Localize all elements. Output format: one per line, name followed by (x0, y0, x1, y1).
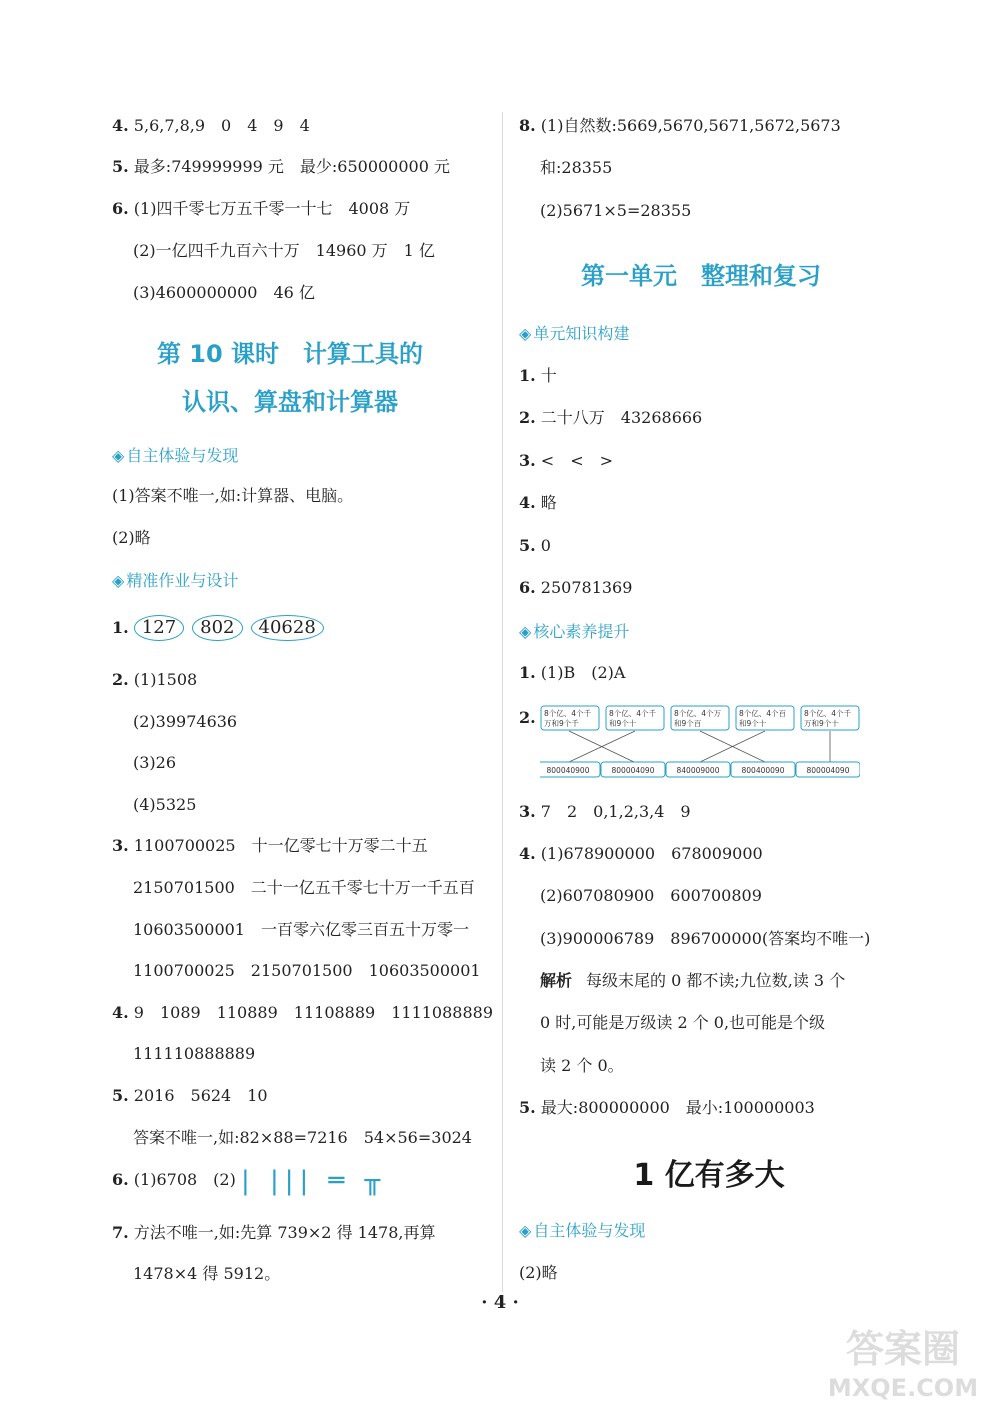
lesson-title: 认识、算盘和计算器 (182, 388, 398, 416)
answer-line: 4. 5,6,7,8,9 0 4 9 4 (112, 116, 310, 135)
answer-line: (2)一亿四千九百六十万 14960 万 1 亿 (133, 241, 435, 260)
diamond-icon: ◈ (112, 571, 125, 590)
answer-line: 7. 方法不唯一,如:先算 739×2 得 1478,再算 (112, 1223, 436, 1242)
diamond-icon: ◈ (112, 446, 125, 465)
unit-title: 第一单元 整理和复习 (581, 262, 821, 290)
answer-line: (2)607080900 600700809 (540, 886, 762, 905)
explanation-line: 读 2 个 0。 (540, 1056, 624, 1075)
section-heading: ◈ 精准作业与设计 (112, 571, 239, 590)
answer-line: 和:28355 (540, 158, 613, 177)
bottom-box (540, 762, 600, 777)
section-heading: ◈ 单元知识构建 (519, 324, 630, 343)
answer-line: (4)5325 (133, 795, 197, 814)
answer-line: (1)答案不唯一,如:计算器、电脑。 (112, 486, 354, 505)
section-title: 1 亿有多大 (633, 1158, 785, 1193)
answer-line: (3)26 (133, 753, 177, 772)
lesson-title: 第 10 课时 计算工具的 (156, 340, 424, 368)
answer-line: 2. (519, 708, 536, 727)
bottom-boxes (540, 762, 860, 777)
explanation-label: 解析 (540, 971, 573, 990)
answer-line: 4. (1)678900000 678009000 (519, 844, 763, 863)
answer-line: 10603500001 一百零六亿零三百五十万零一 (133, 920, 469, 939)
circled-number: 802 (192, 615, 242, 641)
top-box (606, 706, 664, 730)
watermark-logo (818, 1322, 988, 1404)
diamond-icon: ◈ (519, 622, 532, 641)
counting-rod-numerals: | ||| ═ ╥ (240, 1166, 387, 1196)
answer-line: 6. (1)四千零七万五千零一十七 4008 万 (112, 199, 411, 218)
answer-line: (3)4600000000 46 亿 (133, 283, 315, 302)
top-box-label: 和9个百 (674, 719, 702, 728)
answer-line: 5. 2016 5624 10 (112, 1086, 268, 1105)
bottom-box (601, 762, 665, 777)
answer-line: 6. 250781369 (519, 578, 633, 597)
answer-line: 2150701500 二十一亿五千零七十万一千五百 (133, 878, 475, 897)
answer-line: 1. (1)B (2)A (519, 663, 626, 682)
section-heading: ◈ 自主体验与发现 (112, 446, 239, 465)
answer-line: 4. 9 1089 110889 11108889 1111088889 (112, 1003, 494, 1022)
answer-line: 3. 7 2 0,1,2,3,4 9 (519, 802, 691, 821)
diamond-icon: ◈ (519, 324, 532, 343)
top-box-label: 万和9个千 (544, 719, 579, 728)
column-divider (502, 112, 503, 1292)
answer-line: 1. 127 802 40628 (112, 615, 332, 641)
top-boxes (541, 706, 859, 730)
bottom-box-label: 800004090 (806, 766, 850, 775)
section-heading: ◈ 自主体验与发现 (519, 1221, 646, 1240)
top-box (541, 706, 599, 730)
answer-line: (2)5671×5=28355 (540, 201, 692, 220)
answer-line: 5. 0 (519, 536, 551, 555)
answer-line: 答案不唯一,如:82×88=7216 54×56=3024 (133, 1128, 472, 1147)
top-box-label: 8个亿、4个千 (544, 709, 592, 718)
bottom-box-label: 840009000 (676, 766, 720, 775)
answer-line: 3. < < > (519, 451, 614, 470)
bottom-box (731, 762, 795, 777)
bottom-box-label: 800040900 (546, 766, 590, 775)
page-number: · 4 · (481, 1292, 519, 1313)
bottom-box-label: 800004090 (611, 766, 655, 775)
bottom-box (796, 762, 860, 777)
top-box (801, 706, 859, 730)
answer-line: (2)39974636 (133, 712, 238, 731)
answer-line: 2. (1)1508 (112, 670, 198, 689)
top-box-label: 8个亿、4个百 (739, 709, 787, 718)
top-box (671, 706, 729, 730)
answer-line: 5. 最大:800000000 最小:100000003 (519, 1098, 815, 1117)
circled-number: 127 (134, 615, 184, 641)
answer-line: 3. 1100700025 十一亿零七十万零二十五 (112, 836, 428, 855)
answer-line: (2)略 (112, 528, 151, 547)
top-box-label: 8个亿、4个万 (674, 709, 722, 718)
matching-diagram (540, 705, 860, 780)
circled-number: 40628 (251, 615, 324, 641)
answer-line: 4. 略 (519, 493, 557, 512)
top-box (736, 706, 794, 730)
svg-text:答案圈: 答案圈 (845, 1327, 961, 1371)
bottom-box (666, 762, 730, 777)
answer-line: 5. 最多:749999999 元 最少:650000000 元 (112, 157, 450, 176)
bottom-box-label: 800400090 (741, 766, 785, 775)
matching-lines (569, 731, 830, 762)
explanation-line: 0 时,可能是万级读 2 个 0,也可能是个级 (540, 1013, 826, 1032)
answer-line: 8. (1)自然数:5669,5670,5671,5672,5673 (519, 116, 841, 135)
diamond-icon: ◈ (519, 1221, 532, 1240)
top-box-label: 和9个十 (739, 719, 767, 728)
answer-line: (3)900006789 896700000(答案均不唯一) (540, 929, 871, 948)
section-heading: ◈ 核心素养提升 (519, 622, 630, 641)
answer-line: 111110888889 (133, 1044, 256, 1063)
svg-text:MXQE.COM: MXQE.COM (827, 1374, 979, 1402)
explanation-line: 解析 每级末尾的 0 都不读;九位数,读 3 个 (540, 971, 846, 990)
answer-line: 1478×4 得 5912。 (133, 1264, 281, 1283)
top-box-label: 8个亿、4个千 (609, 709, 657, 718)
answer-line: 6. (1)6708 (2) | ||| ═ ╥ (112, 1166, 387, 1196)
top-box-label: 和9个十 (609, 719, 637, 728)
top-box-label: 万和9个十 (804, 719, 839, 728)
answer-line: 1. 十 (519, 366, 557, 385)
answer-line: (2)略 (519, 1263, 558, 1282)
answer-line: 1100700025 2150701500 10603500001 (133, 961, 481, 980)
answer-line: 2. 二十八万 43268666 (519, 408, 703, 427)
top-box-label: 8个亿、4个千 (804, 709, 852, 718)
